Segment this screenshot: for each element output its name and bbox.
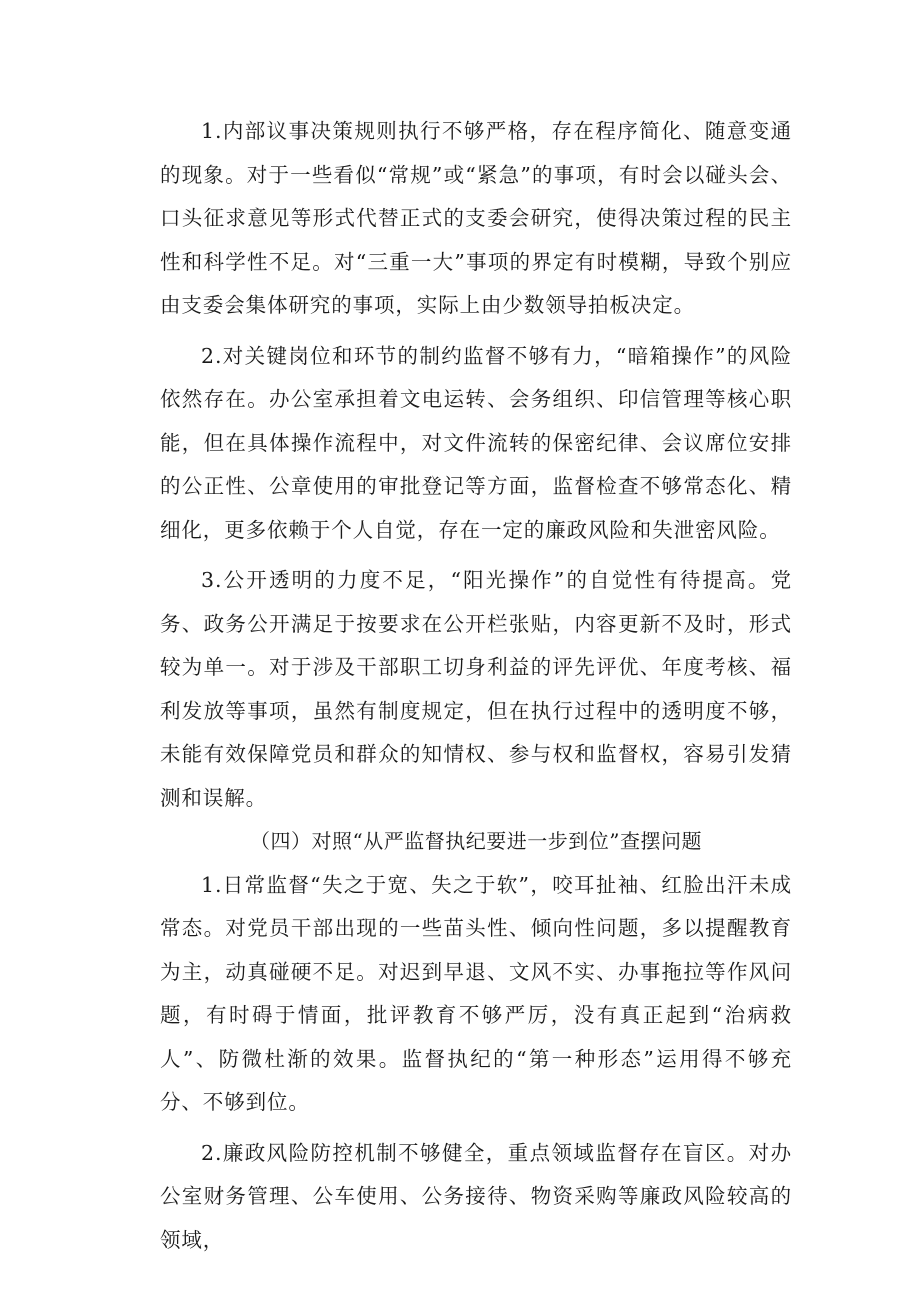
section-heading-four: （四）对照“从严监督执纪要进一步到位”查摆问题 xyxy=(250,829,702,853)
paragraph-decision-rules: 1.内部议事决策规则执行不够严格，存在程序简化、随意变通的现象。对于一些看似“常规”或“紧急”的事项，有时会以碰头会、口头征求意见等形式代替正式的支委会研究，使得决策过程的民主性和科学性不足。对“三重一大”事项的界定有时模糊，导致个别应由支委会集体研究的事项，实际上由少数领导拍板决定。 xyxy=(160,119,792,317)
document-body xyxy=(160,110,792,1262)
paragraph-daily-supervision: 1.日常监督“失之于宽、失之于软”，咬耳扯袖、红脸出汗未成常态。对党员干部出现的一些苗头性、倾向性问题，多以提醒教育为主，动真碰硬不足。对迟到早退、文风不实、办事拖拉等作风问题，有时碍于情面，批评教育不够严厉，没有真正起到“治病救人”、防微杜渐的效果。监督执纪的“第一种形态”运用得不够充分、不够到位。 xyxy=(160,872,792,1114)
paragraph-risk-prevention: 2.廉政风险防控机制不够健全，重点领域监督存在盲区。对办公室财务管理、公车使用、公务接待、物资采购等廉政风险较高的领域， xyxy=(160,1140,792,1252)
paragraph-transparency: 3.公开透明的力度不足，“阳光操作”的自觉性有待提高。党务、政务公开满足于按要求在公开栏张贴，内容更新不及时，形式较为单一。对于涉及干部职工切身利益的评先评优、年度考核、福利发放等事项，虽然有制度规定，但在执行过程中的透明度不够，未能有效保障党员和群众的知情权、参与权和监督权，容易引发猜测和误解。 xyxy=(160,568,792,810)
paragraph-key-post-supervision: 2.对关键岗位和环节的制约监督不够有力，“暗箱操作”的风险依然存在。办公室承担着文电运转、会务组织、印信管理等核心职能，但在具体操作流程中，对文件流转的保密纪律、会议席位安排的公正性、公章使用的审批登记等方面，监督检查不够常态化、精细化，更多依赖于个人自觉，存在一定的廉政风险和失泄密风险。 xyxy=(160,343,792,542)
